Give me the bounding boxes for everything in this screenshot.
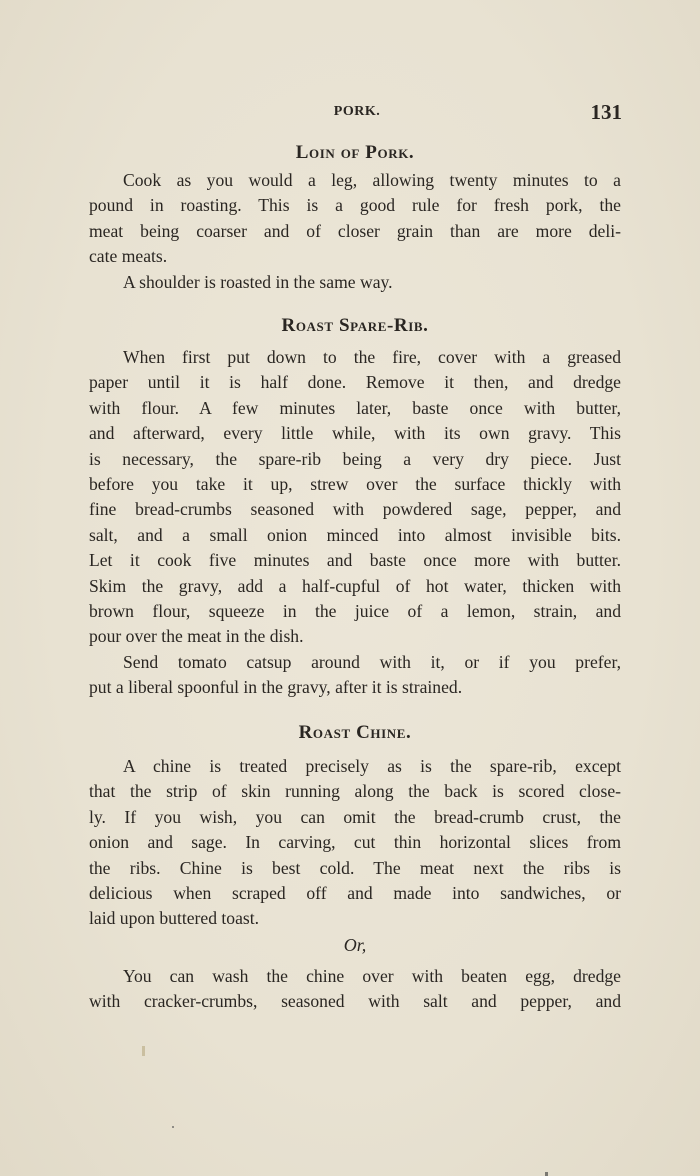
text-line: and afterward, every little while, with its own gravy. This	[89, 423, 621, 444]
text-line: that the strip of skin running along the back is scored close-	[89, 781, 621, 802]
paper-speck	[172, 1126, 174, 1128]
text-line: onion and sage. In carving, cut thin horizontal slices from	[89, 832, 621, 853]
paragraph	[89, 964, 621, 1015]
text-line: paper until it is half done. Remove it then, and dredge	[89, 372, 621, 393]
page-number: 131	[590, 100, 622, 124]
paragraph	[89, 754, 621, 932]
alternative-label: Or,	[343, 934, 367, 955]
text-line: cate meats.	[89, 246, 168, 267]
paragraph	[89, 270, 621, 295]
text-line: Let it cook five minutes and baste once more with butter.	[89, 550, 621, 571]
text-line: with cracker-crumbs, seasoned with salt and pepper, and	[89, 991, 621, 1012]
section-roast-chine	[89, 720, 621, 1015]
text-line: is necessary, the spare-rib being a very dry piece. Just	[89, 448, 621, 469]
running-title: PORK.	[333, 104, 381, 119]
section-heading: Loin of Pork.	[295, 142, 415, 163]
paragraph	[89, 345, 621, 650]
section-loin-of-pork	[89, 140, 621, 295]
section-heading: Roast Chine.	[298, 722, 412, 743]
text-line: delicious when scraped off and made into sandwiches, or	[89, 883, 621, 904]
section-heading: Roast Spare-Rib.	[281, 315, 429, 336]
text-line: pound in roasting. This is a good rule for fresh pork, the	[89, 195, 621, 216]
paragraph	[89, 168, 621, 270]
text-line: Cook as you would a leg, allowing twenty minutes to a	[123, 170, 621, 190]
text-line: salt, and a small onion minced into almost invisible bits.	[89, 524, 621, 545]
paper-speck	[142, 1046, 145, 1056]
text-line: ly. If you wish, you can omit the bread-crumb crust, the	[89, 806, 621, 827]
text-line: fine bread-crumbs seasoned with powdered sage, pepper, and	[89, 499, 621, 520]
text-line: with flour. A few minutes later, baste once with butter,	[89, 397, 621, 418]
text-line: Skim the gravy, add a half-cupful of hot water, thicken with	[89, 575, 621, 596]
text-line: A shoulder is roasted in the same way.	[123, 271, 393, 292]
text-line: A chine is treated precisely as is the spare-rib, except	[123, 756, 621, 776]
text-line: brown flour, squeeze in the juice of a lemon, strain, and	[89, 601, 621, 622]
text-line: Send tomato catsup around with it, or if you prefer,	[123, 651, 621, 672]
paragraph	[89, 650, 621, 701]
text-line: You can wash the chine over with beaten egg, dredge	[123, 965, 621, 986]
paper-speck	[545, 1172, 548, 1176]
text-line: the ribs. Chine is best cold. The meat next the ribs is	[89, 857, 621, 878]
text-line: When first put down to the fire, cover with a greased	[123, 347, 621, 367]
text-line: put a liberal spoonful in the gravy, after it is strained.	[89, 677, 463, 698]
text-line: meat being coarser and of closer grain than are more deli-	[89, 220, 621, 241]
section-roast-spare-rib	[89, 313, 621, 701]
text-line: laid upon buttered toast.	[89, 908, 260, 929]
running-head	[88, 100, 626, 126]
text-line: before you take it up, strew over the surface thickly with	[89, 474, 621, 495]
text-line: pour over the meat in the dish.	[89, 626, 304, 647]
